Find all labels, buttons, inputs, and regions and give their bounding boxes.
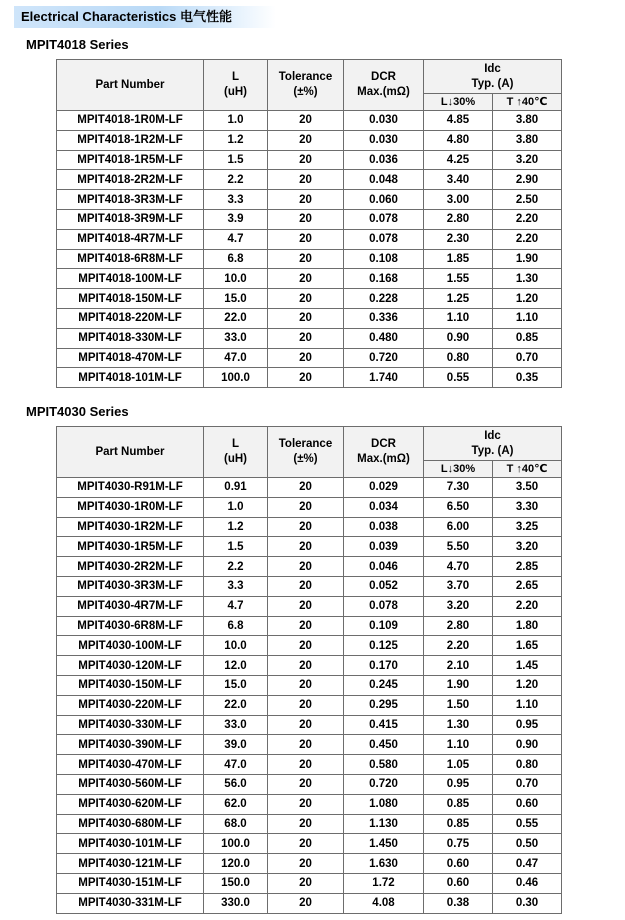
dcr-cell: 0.048 — [344, 170, 424, 190]
col-header-idc-l-drop: L↓30% — [424, 461, 493, 478]
part-number-cell: MPIT4030-151M-LF — [57, 873, 204, 893]
idc-l-drop-cell: 1.85 — [424, 249, 493, 269]
dcr-cell: 0.125 — [344, 636, 424, 656]
table-row — [57, 616, 562, 636]
dcr-cell: 0.170 — [344, 656, 424, 676]
idc-l-drop-cell: 3.20 — [424, 596, 493, 616]
idc-temp-rise-cell: 2.50 — [493, 190, 562, 210]
table-row — [57, 328, 562, 348]
idc-label: Idc — [484, 429, 501, 442]
table-row — [57, 774, 562, 794]
inductance-cell: 68.0 — [204, 814, 268, 834]
dcr-cell: 0.480 — [344, 328, 424, 348]
part-number-cell: MPIT4018-3R3M-LF — [57, 190, 204, 210]
idc-temp-rise-cell: 0.80 — [493, 755, 562, 775]
dcr-cell: 0.078 — [344, 209, 424, 229]
inductance-cell: 22.0 — [204, 695, 268, 715]
part-number-cell: MPIT4030-4R7M-LF — [57, 596, 204, 616]
inductance-cell: 6.8 — [204, 249, 268, 269]
idc-temp-rise-cell: 0.95 — [493, 715, 562, 735]
idc-l-drop-cell: 6.50 — [424, 497, 493, 517]
idc-l-drop-cell: 2.30 — [424, 229, 493, 249]
idc-temp-rise-cell: 2.20 — [493, 229, 562, 249]
inductance-cell: 3.3 — [204, 576, 268, 596]
table-row — [57, 873, 562, 893]
col-header-idc-temp-rise: T ↑40℃ — [493, 94, 562, 111]
table-row — [57, 814, 562, 834]
idc-l-drop-cell: 1.10 — [424, 735, 493, 755]
idc-temp-rise-cell: 3.50 — [493, 478, 562, 498]
dcr-cell: 0.052 — [344, 576, 424, 596]
idc-unit: Typ. (A) — [471, 444, 514, 457]
table-row — [57, 834, 562, 854]
idc-temp-rise-cell: 0.90 — [493, 735, 562, 755]
dcr-cell: 1.72 — [344, 873, 424, 893]
tolerance-cell: 20 — [268, 130, 344, 150]
part-number-cell: MPIT4030-150M-LF — [57, 675, 204, 695]
inductance-cell: 2.2 — [204, 170, 268, 190]
table-row — [57, 636, 562, 656]
dcr-label: DCR — [371, 71, 396, 83]
tolerance-label: Tolerance — [278, 438, 333, 450]
table-row — [57, 150, 562, 170]
dcr-cell: 1.080 — [344, 794, 424, 814]
part-number-cell: MPIT4018-1R0M-LF — [57, 111, 204, 131]
idc-temp-rise-cell: 1.30 — [493, 269, 562, 289]
idc-temp-rise-cell: 0.30 — [493, 893, 562, 913]
inductance-label: L — [231, 71, 240, 83]
inductance-cell: 12.0 — [204, 656, 268, 676]
part-number-cell: MPIT4018-1R2M-LF — [57, 130, 204, 150]
idc-temp-rise-cell: 2.65 — [493, 576, 562, 596]
idc-l-drop-cell: 4.85 — [424, 111, 493, 131]
dcr-cell: 0.336 — [344, 308, 424, 328]
part-number-cell: MPIT4018-4R7M-LF — [57, 229, 204, 249]
inductance-cell: 0.91 — [204, 478, 268, 498]
inductance-cell: 56.0 — [204, 774, 268, 794]
idc-l-drop-cell: 1.90 — [424, 675, 493, 695]
tolerance-cell: 20 — [268, 656, 344, 676]
tolerance-cell: 20 — [268, 269, 344, 289]
tolerance-cell: 20 — [268, 755, 344, 775]
idc-l-drop-cell: 1.50 — [424, 695, 493, 715]
table-row — [57, 715, 562, 735]
table-row — [57, 190, 562, 210]
idc-l-drop-cell: 4.70 — [424, 557, 493, 577]
idc-l-drop-cell: 3.70 — [424, 576, 493, 596]
idc-temp-rise-cell: 1.20 — [493, 675, 562, 695]
spec-table-mpit4030 — [56, 426, 562, 914]
tolerance-cell: 20 — [268, 774, 344, 794]
tolerance-cell: 20 — [268, 675, 344, 695]
dcr-cell: 0.450 — [344, 735, 424, 755]
dcr-cell: 0.580 — [344, 755, 424, 775]
inductance-cell: 1.0 — [204, 497, 268, 517]
idc-l-drop-cell: 0.75 — [424, 834, 493, 854]
idc-l-drop-cell: 0.60 — [424, 854, 493, 874]
inductance-cell: 15.0 — [204, 675, 268, 695]
idc-temp-rise-cell: 0.85 — [493, 328, 562, 348]
dcr-cell: 0.078 — [344, 229, 424, 249]
idc-l-drop-cell: 4.80 — [424, 130, 493, 150]
idc-temp-rise-cell: 2.20 — [493, 596, 562, 616]
idc-temp-rise-cell: 0.47 — [493, 854, 562, 874]
tolerance-cell: 20 — [268, 834, 344, 854]
inductance-cell: 4.7 — [204, 596, 268, 616]
part-number-cell: MPIT4018-6R8M-LF — [57, 249, 204, 269]
col-header-idc — [424, 60, 562, 94]
inductance-unit: (uH) — [224, 453, 247, 465]
part-number-cell: MPIT4030-220M-LF — [57, 695, 204, 715]
tolerance-unit: (±%) — [293, 86, 318, 98]
tolerance-cell: 20 — [268, 636, 344, 656]
tolerance-cell: 20 — [268, 854, 344, 874]
tolerance-cell: 20 — [268, 596, 344, 616]
table-row — [57, 170, 562, 190]
part-number-cell: MPIT4018-150M-LF — [57, 289, 204, 309]
dcr-cell: 0.228 — [344, 289, 424, 309]
spec-table-mpit4018 — [56, 59, 562, 388]
table-row — [57, 497, 562, 517]
idc-temp-rise-cell: 3.25 — [493, 517, 562, 537]
tolerance-cell: 20 — [268, 616, 344, 636]
table-row — [57, 675, 562, 695]
idc-l-drop-cell: 0.85 — [424, 794, 493, 814]
idc-l-drop-cell: 2.80 — [424, 209, 493, 229]
dcr-cell: 0.109 — [344, 616, 424, 636]
idc-l-drop-cell: 1.10 — [424, 308, 493, 328]
dcr-cell: 0.245 — [344, 675, 424, 695]
tolerance-cell: 20 — [268, 814, 344, 834]
col-header-idc-temp-rise: T ↑40℃ — [493, 461, 562, 478]
inductance-cell: 3.3 — [204, 190, 268, 210]
idc-l-drop-cell: 1.55 — [424, 269, 493, 289]
idc-l-drop-cell: 0.85 — [424, 814, 493, 834]
tolerance-cell: 20 — [268, 576, 344, 596]
part-number-cell: MPIT4030-620M-LF — [57, 794, 204, 814]
part-number-cell: MPIT4030-470M-LF — [57, 755, 204, 775]
table-row — [57, 735, 562, 755]
idc-l-drop-cell: 1.25 — [424, 289, 493, 309]
col-header-idc-l-drop: L↓30% — [424, 94, 493, 111]
idc-temp-rise-cell: 1.90 — [493, 249, 562, 269]
tolerance-cell: 20 — [268, 735, 344, 755]
inductance-cell: 47.0 — [204, 348, 268, 368]
part-number-cell: MPIT4030-3R3M-LF — [57, 576, 204, 596]
dcr-cell: 1.450 — [344, 834, 424, 854]
table-row — [57, 209, 562, 229]
table-row — [57, 656, 562, 676]
tolerance-cell: 20 — [268, 794, 344, 814]
inductance-cell: 1.5 — [204, 537, 268, 557]
tolerance-cell: 20 — [268, 497, 344, 517]
tolerance-cell: 20 — [268, 368, 344, 388]
table-row — [57, 308, 562, 328]
idc-label: Idc — [484, 62, 501, 75]
part-number-cell: MPIT4030-330M-LF — [57, 715, 204, 735]
dcr-cell: 1.630 — [344, 854, 424, 874]
inductance-cell: 10.0 — [204, 269, 268, 289]
tolerance-cell: 20 — [268, 209, 344, 229]
col-header-inductance — [204, 60, 268, 111]
part-number-cell: MPIT4018-1R5M-LF — [57, 150, 204, 170]
idc-l-drop-cell: 4.25 — [424, 150, 493, 170]
idc-temp-rise-cell: 1.10 — [493, 308, 562, 328]
part-number-cell: MPIT4018-100M-LF — [57, 269, 204, 289]
idc-l-drop-cell: 1.30 — [424, 715, 493, 735]
dcr-cell: 0.046 — [344, 557, 424, 577]
idc-temp-rise-cell: 0.60 — [493, 794, 562, 814]
tolerance-cell: 20 — [268, 249, 344, 269]
idc-l-drop-cell: 5.50 — [424, 537, 493, 557]
dcr-cell: 0.108 — [344, 249, 424, 269]
idc-temp-rise-cell: 3.20 — [493, 150, 562, 170]
dcr-unit: Max.(mΩ) — [357, 86, 410, 98]
table-row — [57, 348, 562, 368]
idc-l-drop-cell: 2.10 — [424, 656, 493, 676]
idc-temp-rise-cell: 2.85 — [493, 557, 562, 577]
inductance-cell: 22.0 — [204, 308, 268, 328]
part-number-cell: MPIT4030-6R8M-LF — [57, 616, 204, 636]
part-number-cell: MPIT4030-2R2M-LF — [57, 557, 204, 577]
table-row — [57, 893, 562, 913]
part-number-cell: MPIT4030-120M-LF — [57, 656, 204, 676]
tolerance-cell: 20 — [268, 150, 344, 170]
idc-temp-rise-cell: 2.20 — [493, 209, 562, 229]
dcr-cell: 4.08 — [344, 893, 424, 913]
idc-l-drop-cell: 0.60 — [424, 873, 493, 893]
idc-l-drop-cell: 7.30 — [424, 478, 493, 498]
inductance-cell: 2.2 — [204, 557, 268, 577]
part-number-cell: MPIT4030-560M-LF — [57, 774, 204, 794]
table-row — [57, 111, 562, 131]
part-number-cell: MPIT4018-101M-LF — [57, 368, 204, 388]
dcr-cell: 0.060 — [344, 190, 424, 210]
part-number-cell: MPIT4030-680M-LF — [57, 814, 204, 834]
col-header-dcr — [344, 60, 424, 111]
dcr-cell: 0.030 — [344, 111, 424, 131]
inductance-cell: 33.0 — [204, 715, 268, 735]
dcr-cell: 0.029 — [344, 478, 424, 498]
part-number-cell: MPIT4030-100M-LF — [57, 636, 204, 656]
col-header-dcr — [344, 427, 424, 478]
idc-temp-rise-cell: 1.65 — [493, 636, 562, 656]
dcr-cell: 0.039 — [344, 537, 424, 557]
dcr-cell: 0.720 — [344, 348, 424, 368]
table-row — [57, 269, 562, 289]
table-row — [57, 289, 562, 309]
tolerance-cell: 20 — [268, 229, 344, 249]
inductance-cell: 100.0 — [204, 834, 268, 854]
col-header-idc — [424, 427, 562, 461]
part-number-cell: MPIT4018-3R9M-LF — [57, 209, 204, 229]
tolerance-cell: 20 — [268, 170, 344, 190]
inductance-cell: 1.5 — [204, 150, 268, 170]
col-header-tolerance — [268, 60, 344, 111]
col-header-part-number: Part Number — [57, 60, 204, 111]
idc-temp-rise-cell: 0.50 — [493, 834, 562, 854]
series-title-mpit4030: MPIT4030 Series — [26, 404, 129, 419]
idc-temp-rise-cell: 0.55 — [493, 814, 562, 834]
table-body — [57, 478, 562, 914]
table-row — [57, 854, 562, 874]
dcr-unit: Max.(mΩ) — [357, 453, 410, 465]
dcr-cell: 0.030 — [344, 130, 424, 150]
table-row — [57, 229, 562, 249]
idc-temp-rise-cell: 0.70 — [493, 774, 562, 794]
idc-temp-rise-cell: 1.20 — [493, 289, 562, 309]
idc-temp-rise-cell: 1.45 — [493, 656, 562, 676]
part-number-cell: MPIT4030-390M-LF — [57, 735, 204, 755]
part-number-cell: MPIT4030-1R0M-LF — [57, 497, 204, 517]
dcr-cell: 0.078 — [344, 596, 424, 616]
table-row — [57, 695, 562, 715]
inductance-cell: 1.0 — [204, 111, 268, 131]
part-number-cell: MPIT4030-101M-LF — [57, 834, 204, 854]
inductance-cell: 4.7 — [204, 229, 268, 249]
inductance-cell: 1.2 — [204, 130, 268, 150]
idc-l-drop-cell: 3.00 — [424, 190, 493, 210]
tolerance-cell: 20 — [268, 478, 344, 498]
tolerance-cell: 20 — [268, 695, 344, 715]
idc-temp-rise-cell: 3.80 — [493, 130, 562, 150]
tolerance-cell: 20 — [268, 190, 344, 210]
table-row — [57, 794, 562, 814]
tolerance-cell: 20 — [268, 537, 344, 557]
inductance-cell: 62.0 — [204, 794, 268, 814]
idc-l-drop-cell: 0.90 — [424, 328, 493, 348]
table-row — [57, 249, 562, 269]
idc-temp-rise-cell: 1.10 — [493, 695, 562, 715]
idc-l-drop-cell: 0.95 — [424, 774, 493, 794]
dcr-cell: 0.415 — [344, 715, 424, 735]
inductance-cell: 150.0 — [204, 873, 268, 893]
idc-l-drop-cell: 2.20 — [424, 636, 493, 656]
inductance-cell: 1.2 — [204, 517, 268, 537]
table-row — [57, 576, 562, 596]
inductance-cell: 47.0 — [204, 755, 268, 775]
dcr-cell: 0.036 — [344, 150, 424, 170]
idc-l-drop-cell: 3.40 — [424, 170, 493, 190]
idc-l-drop-cell: 6.00 — [424, 517, 493, 537]
col-header-inductance — [204, 427, 268, 478]
table-row — [57, 755, 562, 775]
part-number-cell: MPIT4030-331M-LF — [57, 893, 204, 913]
tolerance-cell: 20 — [268, 111, 344, 131]
part-number-cell: MPIT4030-1R2M-LF — [57, 517, 204, 537]
part-number-cell: MPIT4030-121M-LF — [57, 854, 204, 874]
tolerance-cell: 20 — [268, 328, 344, 348]
idc-l-drop-cell: 1.05 — [424, 755, 493, 775]
idc-temp-rise-cell: 3.30 — [493, 497, 562, 517]
col-header-tolerance — [268, 427, 344, 478]
inductance-label: L — [231, 438, 240, 450]
idc-l-drop-cell: 0.80 — [424, 348, 493, 368]
idc-temp-rise-cell: 2.90 — [493, 170, 562, 190]
part-number-cell: MPIT4018-330M-LF — [57, 328, 204, 348]
table-row — [57, 368, 562, 388]
table-row — [57, 557, 562, 577]
dcr-cell: 1.740 — [344, 368, 424, 388]
idc-unit: Typ. (A) — [471, 77, 514, 90]
series-title-mpit4018: MPIT4018 Series — [26, 37, 129, 52]
dcr-cell: 0.034 — [344, 497, 424, 517]
inductance-cell: 330.0 — [204, 893, 268, 913]
tolerance-cell: 20 — [268, 715, 344, 735]
tolerance-cell: 20 — [268, 893, 344, 913]
col-header-part-number: Part Number — [57, 427, 204, 478]
tolerance-label: Tolerance — [278, 71, 333, 83]
idc-temp-rise-cell: 0.46 — [493, 873, 562, 893]
part-number-cell: MPIT4018-220M-LF — [57, 308, 204, 328]
tolerance-cell: 20 — [268, 557, 344, 577]
dcr-cell: 1.130 — [344, 814, 424, 834]
inductance-cell: 3.9 — [204, 209, 268, 229]
idc-temp-rise-cell: 3.20 — [493, 537, 562, 557]
tolerance-unit: (±%) — [293, 453, 318, 465]
table-body — [57, 111, 562, 388]
part-number-cell: MPIT4018-470M-LF — [57, 348, 204, 368]
tolerance-cell: 20 — [268, 873, 344, 893]
table-row — [57, 537, 562, 557]
inductance-cell: 33.0 — [204, 328, 268, 348]
tolerance-cell: 20 — [268, 348, 344, 368]
tolerance-cell: 20 — [268, 308, 344, 328]
dcr-cell: 0.038 — [344, 517, 424, 537]
idc-temp-rise-cell: 3.80 — [493, 111, 562, 131]
dcr-cell: 0.720 — [344, 774, 424, 794]
table-row — [57, 517, 562, 537]
tolerance-cell: 20 — [268, 517, 344, 537]
inductance-cell: 120.0 — [204, 854, 268, 874]
inductance-cell: 10.0 — [204, 636, 268, 656]
dcr-cell: 0.295 — [344, 695, 424, 715]
tolerance-cell: 20 — [268, 289, 344, 309]
section-header: Electrical Characteristics 电气性能 — [14, 6, 276, 28]
idc-l-drop-cell: 0.55 — [424, 368, 493, 388]
idc-l-drop-cell: 2.80 — [424, 616, 493, 636]
part-number-cell: MPIT4030-1R5M-LF — [57, 537, 204, 557]
inductance-cell: 100.0 — [204, 368, 268, 388]
table-row — [57, 130, 562, 150]
dcr-label: DCR — [371, 438, 396, 450]
idc-temp-rise-cell: 0.70 — [493, 348, 562, 368]
dcr-cell: 0.168 — [344, 269, 424, 289]
idc-temp-rise-cell: 1.80 — [493, 616, 562, 636]
inductance-cell: 6.8 — [204, 616, 268, 636]
inductance-cell: 15.0 — [204, 289, 268, 309]
inductance-unit: (uH) — [224, 86, 247, 98]
inductance-cell: 39.0 — [204, 735, 268, 755]
table-row — [57, 478, 562, 498]
table-row — [57, 596, 562, 616]
part-number-cell: MPIT4018-2R2M-LF — [57, 170, 204, 190]
idc-l-drop-cell: 0.38 — [424, 893, 493, 913]
part-number-cell: MPIT4030-R91M-LF — [57, 478, 204, 498]
idc-temp-rise-cell: 0.35 — [493, 368, 562, 388]
